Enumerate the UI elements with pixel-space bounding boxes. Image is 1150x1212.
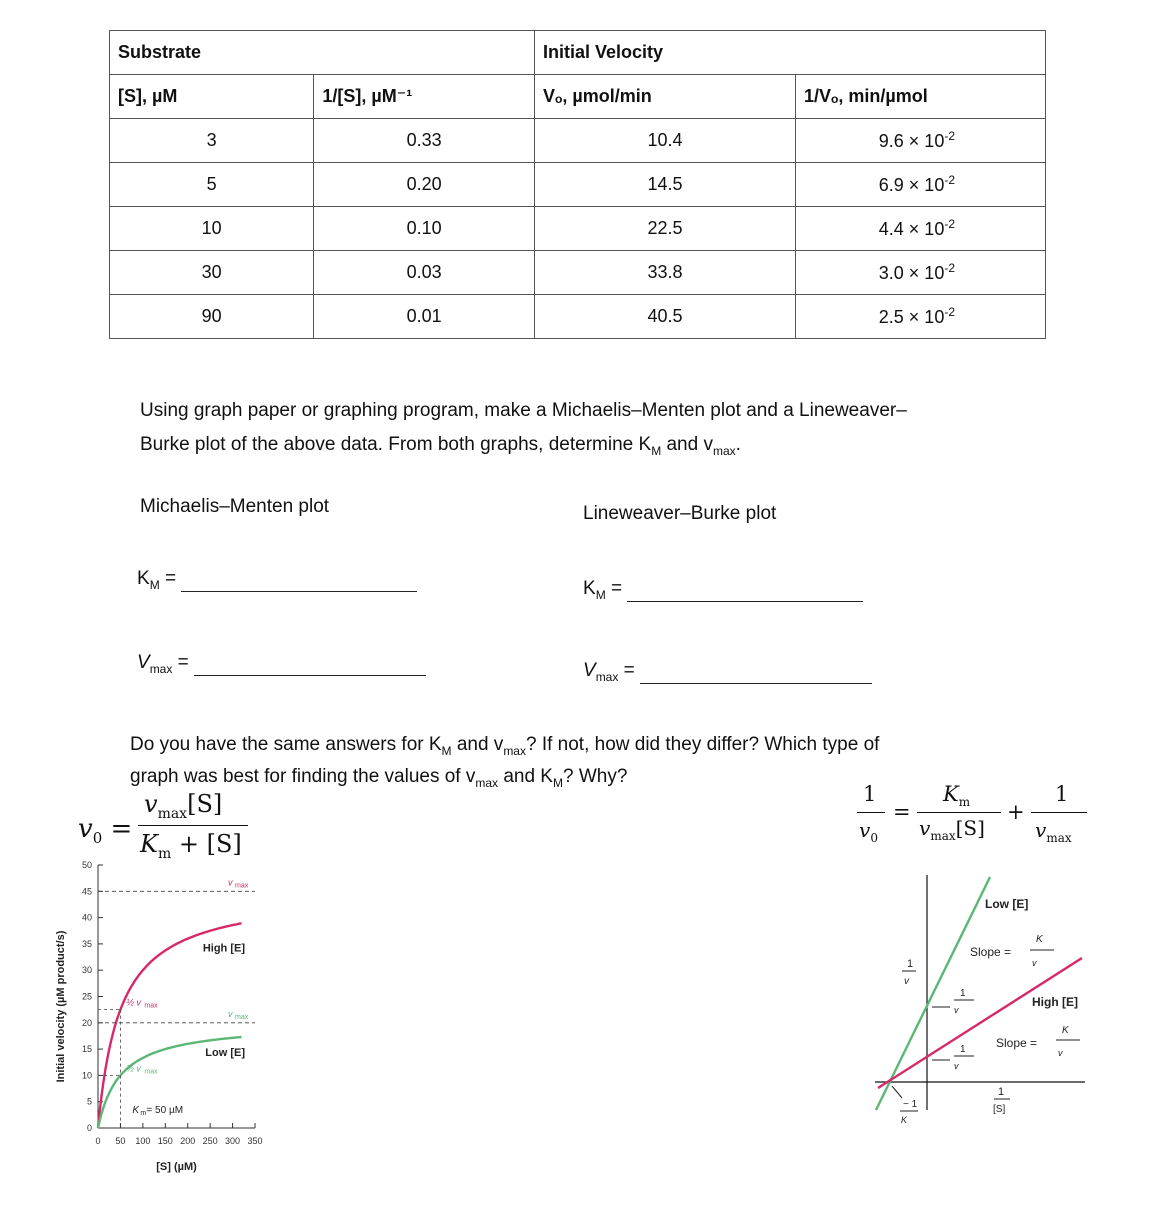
cell-inv-v0-mantissa: 9.6 × 10 — [878, 131, 945, 151]
lb-eq-equals: = — [893, 800, 911, 824]
y-tick-label: 5 — [86, 1096, 92, 1107]
km-label-sub: m — [140, 1110, 147, 1117]
mm-chart — [40, 850, 280, 1180]
vmax-subscript: max — [712, 443, 736, 458]
x-tick-label: 300 — [225, 1136, 241, 1146]
x-tick-label: 200 — [180, 1136, 196, 1146]
x-label-num: 1 — [998, 1086, 1005, 1098]
lb-chart — [850, 870, 1110, 1140]
cell-inv-v0-exp: -2 — [944, 129, 955, 143]
vmax-label-sub: max — [149, 661, 173, 676]
km-eq: = — [605, 578, 623, 599]
cell-inv-s: 0.01 — [314, 295, 535, 339]
cell-v0: 22.5 — [535, 207, 796, 251]
slope-label-high: Slope = — [996, 1036, 1038, 1050]
cell-inv-v0-mantissa: 2.5 × 10 — [878, 307, 945, 327]
lb-eq-v0: v — [859, 818, 871, 842]
lb-eq-s: [S] — [955, 816, 985, 840]
lb-eq-mid-num — [943, 782, 970, 809]
xint-num: − 1 — [903, 1099, 918, 1110]
y-label-num: 1 — [907, 958, 914, 970]
km-label: K — [583, 578, 596, 599]
question-line2-mid: and K — [498, 765, 553, 787]
vmax-label: v — [228, 877, 233, 888]
cell-inv-s: 0.03 — [314, 251, 535, 295]
cell-inv-s: 0.10 — [314, 207, 535, 251]
table-row — [110, 295, 1046, 339]
km-label-sub: M — [149, 577, 160, 592]
cell-inv-v0-exp: -2 — [944, 261, 955, 275]
yint-high-num: 1 — [960, 1044, 966, 1055]
mm-eq-v: v — [78, 814, 93, 844]
table-row — [110, 251, 1046, 295]
col-header-s: [S], µM — [110, 75, 314, 119]
lb-eq-mid-bar — [917, 812, 1001, 813]
km-label: K — [132, 1105, 140, 1116]
instructions-line2-end: . — [735, 434, 741, 455]
lb-eq-rhs-den — [1035, 818, 1072, 845]
vmax-label: V — [583, 660, 596, 681]
cell-v0: 40.5 — [535, 295, 796, 339]
q-km-sub: M — [441, 743, 452, 758]
lb-eq-km: K — [943, 782, 959, 806]
cell-s: 30 — [110, 251, 314, 295]
q2-vmax-sub: max — [475, 775, 499, 790]
lb-equation — [855, 782, 1095, 852]
question-line2-text: graph was best for finding the values of v — [130, 765, 476, 787]
mm-plot-title: Michaelis–Menten plot — [140, 496, 330, 517]
cell-s: 3 — [110, 119, 314, 163]
question-line1-mid: and v — [451, 734, 504, 755]
x-tick-label: 50 — [115, 1136, 126, 1146]
half-vmax-label: ½ v — [126, 1063, 141, 1074]
km-value-label: = 50 µM — [146, 1105, 184, 1116]
y-tick-label: 15 — [81, 1044, 92, 1055]
vmax-label: V — [137, 652, 150, 673]
vmax-eq: = — [172, 652, 189, 673]
xint-arrow — [892, 1086, 902, 1098]
km-label-sub: M — [595, 587, 606, 602]
lb-eq-lhs-num: 1 — [863, 782, 877, 806]
y-tick-label: 20 — [81, 1017, 92, 1028]
col-header-inv-v0: 1/Vₒ, min/µmol — [796, 75, 1046, 119]
half-vmax-label-sub: max — [144, 1002, 158, 1010]
x-tick-label: 150 — [157, 1136, 173, 1146]
instructions-line2 — [140, 428, 907, 468]
lb-eq-rhs-vmax: v — [1035, 818, 1047, 842]
y-tick-label: 50 — [81, 860, 92, 870]
x-tick-label: 100 — [135, 1136, 151, 1146]
col-header-inv-s: 1/[S], µM⁻¹ — [314, 75, 535, 119]
lb-eq-vmax: v — [919, 816, 931, 840]
lb-eq-km-sub: m — [958, 795, 971, 810]
x-tick-label: 0 — [95, 1136, 101, 1146]
vmax-label: v — [228, 1008, 233, 1019]
vmax-label-sub: max — [235, 1013, 249, 1021]
lb-km-answer — [583, 578, 863, 602]
data-table — [109, 30, 1046, 339]
cell-s: 5 — [110, 163, 314, 207]
table-group-header-row — [110, 31, 1046, 75]
y-tick-label: 40 — [81, 912, 92, 923]
cell-inv-v0 — [796, 251, 1046, 295]
cell-inv-v0 — [796, 119, 1046, 163]
lb-vmax-answer — [583, 660, 872, 684]
y-tick-label: 25 — [81, 991, 92, 1002]
cell-inv-v0-exp: -2 — [944, 173, 955, 187]
cell-inv-v0-exp: -2 — [944, 217, 955, 231]
mm-eq-lhs: $v_0$ = — [78, 814, 133, 848]
cell-v0: 14.5 — [535, 163, 796, 207]
y-tick-label: 0 — [86, 1123, 92, 1133]
table-row — [110, 207, 1046, 251]
lb-eq-lhs-bar — [857, 812, 885, 813]
mm-vmax-blank[interactable] — [194, 675, 426, 676]
lb-eq-mid-den — [919, 816, 985, 843]
mm-eq-fraction-bar — [138, 825, 248, 826]
cell-inv-v0 — [796, 163, 1046, 207]
series-label: High [E] — [202, 942, 245, 955]
line-low-e — [876, 877, 990, 1110]
vmax-label-sub: max — [235, 882, 249, 890]
instructions-line2-mid: and v — [661, 434, 713, 455]
instructions-line1: Using graph paper or graphing program, make a Michaelis–Menten plot and a Lineweaver– — [140, 400, 907, 421]
mm-eq-den-sub: m — [157, 845, 172, 862]
q-vmax-sub: max — [503, 743, 526, 758]
substrate-header: Substrate — [110, 31, 535, 75]
xint-den: K — [901, 1115, 908, 1125]
mm-eq-v-sub: 0 — [92, 829, 103, 848]
mm-eq-num-sub: max — [157, 805, 188, 822]
lb-eq-v0-sub: 0 — [870, 831, 878, 845]
yint-low-num: 1 — [960, 988, 966, 999]
series-label-low-e: Low [E] — [985, 897, 1029, 911]
lb-eq-rhs-vmax-sub: max — [1046, 831, 1072, 845]
y-tick-label: 35 — [81, 938, 92, 949]
mm-km-answer — [137, 568, 417, 592]
lb-plot-title: Lineweaver–Burke plot — [583, 503, 777, 524]
y-tick-label: 45 — [81, 886, 92, 897]
cell-inv-v0 — [796, 207, 1046, 251]
question-line2-end: ? Why? — [562, 765, 628, 787]
lb-eq-plus: + — [1007, 800, 1025, 824]
y-axis-label: Initial velocity (µM product/s) — [55, 930, 67, 1083]
initial-velocity-header: Initial Velocity — [535, 31, 1046, 75]
half-vmax-label-sub: max — [144, 1068, 158, 1076]
lb-eq-rhs-bar — [1031, 812, 1087, 813]
col-header-v0: Vₒ, µmol/min — [535, 75, 796, 119]
question-line1-end: ? If not, how did they differ? Which type of — [525, 734, 880, 755]
slope-label-low: Slope = — [970, 945, 1012, 959]
cell-inv-v0-mantissa: 4.4 × 10 — [878, 219, 945, 239]
x-axis-label: [S] (µM) — [156, 1161, 197, 1173]
question-line1 — [130, 732, 879, 764]
lb-vmax-blank[interactable] — [640, 683, 872, 684]
cell-v0: 33.8 — [535, 251, 796, 295]
instructions — [140, 394, 907, 468]
vmax-eq: = — [618, 660, 635, 681]
mm-vmax-answer — [137, 652, 426, 676]
cell-inv-v0-mantissa: 3.0 × 10 — [878, 263, 945, 283]
slope-den-low: v — [1032, 958, 1037, 968]
cell-inv-v0-mantissa: 6.9 × 10 — [878, 175, 945, 195]
q2-km-sub: M — [552, 775, 563, 790]
half-vmax-label: ½ v — [126, 997, 141, 1008]
table-column-header-row — [110, 75, 1046, 119]
mm-eq-numerator — [144, 790, 222, 822]
cell-inv-s: 0.20 — [314, 163, 535, 207]
question — [130, 732, 879, 796]
km-subscript: M — [651, 443, 662, 458]
yint-high-den: v — [954, 1061, 959, 1071]
series-label: Low [E] — [205, 1046, 245, 1059]
lb-eq-vmax-sub: max — [930, 829, 956, 843]
y-tick-label: 10 — [81, 1070, 92, 1081]
lb-km-blank[interactable] — [627, 601, 863, 602]
cell-inv-v0 — [796, 295, 1046, 339]
km-eq: = — [159, 568, 177, 589]
y-label-den: v — [904, 976, 909, 987]
mm-eq-num-v: v — [144, 790, 158, 818]
cell-inv-s: 0.33 — [314, 119, 535, 163]
mm-eq-den-rest: + [S] — [171, 830, 242, 858]
km-label: K — [137, 568, 150, 589]
slope-num-high: K — [1062, 1025, 1069, 1036]
x-label-den: [S] — [993, 1104, 1006, 1115]
mm-eq-num-s: [S] — [187, 790, 223, 818]
table-row — [110, 119, 1046, 163]
yint-low-den: v — [954, 1005, 959, 1015]
question-line1-text: Do you have the same answers for K — [130, 734, 442, 755]
cell-inv-v0-exp: -2 — [944, 305, 955, 319]
y-tick-label: 30 — [81, 965, 92, 976]
slope-den-high: v — [1058, 1048, 1063, 1058]
lb-eq-rhs-num: 1 — [1055, 782, 1069, 806]
mm-km-blank[interactable] — [181, 591, 417, 592]
series-label-high-e: High [E] — [1032, 995, 1078, 1009]
lb-eq-lhs-den — [859, 818, 878, 845]
x-tick-label: 350 — [247, 1136, 263, 1146]
cell-s: 90 — [110, 295, 314, 339]
cell-v0: 10.4 — [535, 119, 796, 163]
x-tick-label: 250 — [202, 1136, 218, 1146]
slope-num-low: K — [1036, 934, 1043, 945]
table-row — [110, 163, 1046, 207]
instructions-line2-text: Burke plot of the above data. From both graphs, determine K — [140, 434, 652, 455]
cell-s: 10 — [110, 207, 314, 251]
vmax-label-sub: max — [595, 669, 619, 684]
mm-eq-den-k: K — [140, 830, 158, 858]
